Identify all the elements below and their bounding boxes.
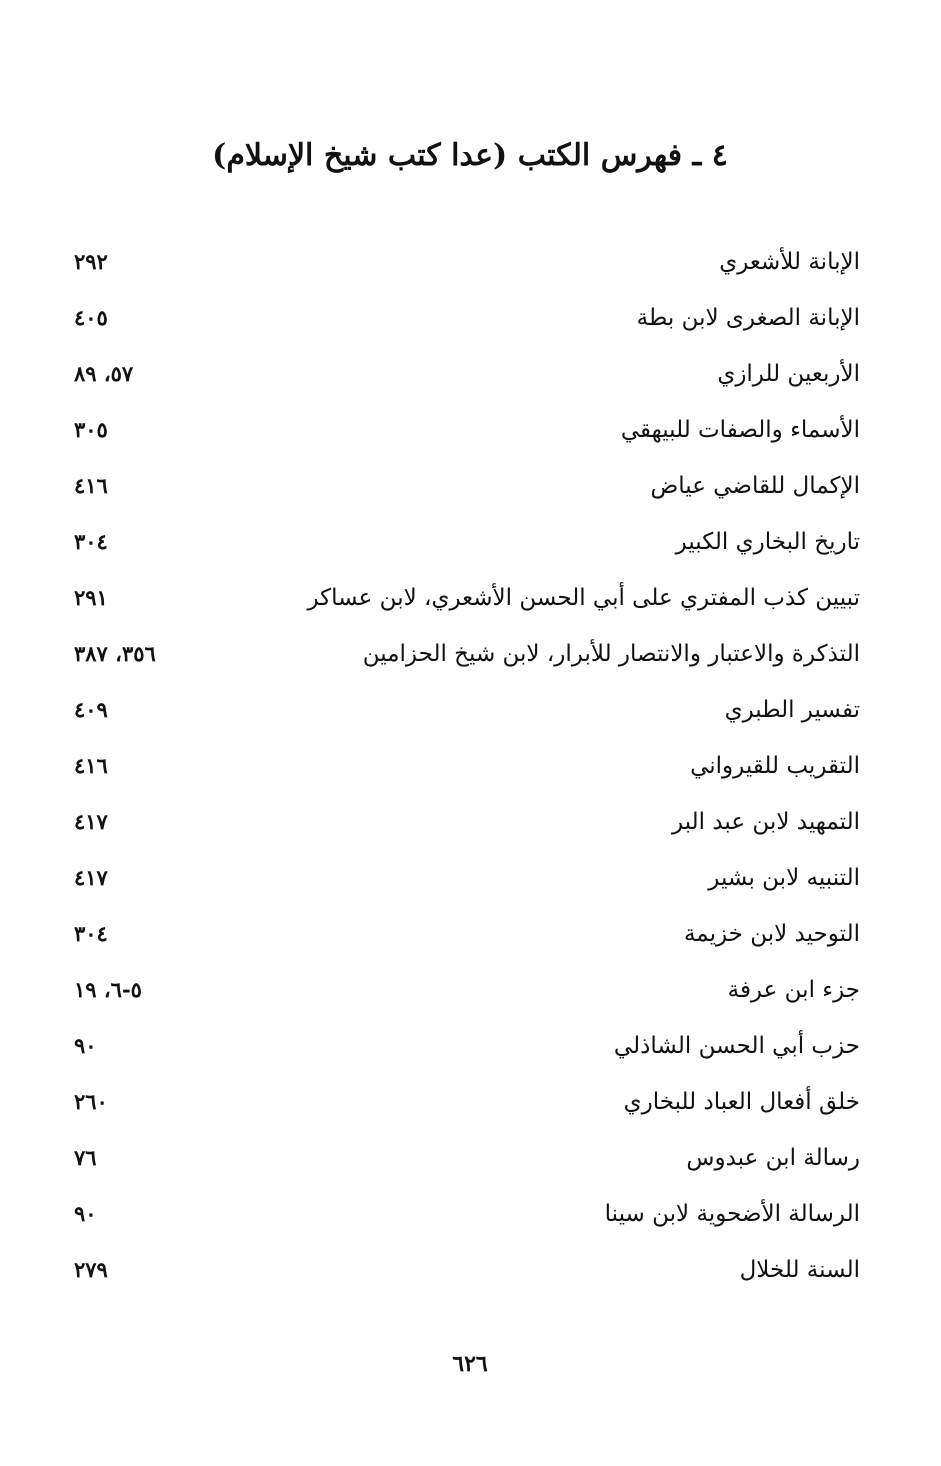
page-references: ٤١٦ [74, 753, 108, 778]
page-references: ٩٠ [74, 1201, 97, 1226]
book-index-list [60, 236, 860, 1300]
page-references: ٢٧٩ [74, 1257, 108, 1282]
index-entry [60, 1020, 860, 1076]
page-references: ٤١٧ [74, 865, 108, 890]
index-title: ٤ ـ فهرس الكتب (عدا كتب شيخ الإسلام) [212, 138, 728, 173]
book-name: تفسير الطبري [724, 697, 860, 723]
page-references: ٤٠٩ [74, 697, 108, 722]
index-entry [60, 348, 860, 404]
page-references: ٢٩١ [74, 585, 108, 610]
book-name: حزب أبي الحسن الشاذلي [613, 1033, 860, 1059]
book-name: التذكرة والاعتبار والانتصار للأبرار، لابن شيخ الحزامين [362, 641, 860, 667]
index-entry [60, 292, 860, 348]
page-references: ٢٦٠ [74, 1089, 108, 1114]
index-entry [60, 628, 860, 684]
index-entry [60, 516, 860, 572]
index-entry [60, 460, 860, 516]
page-references: ٥-٦، ١٩ [74, 977, 142, 1002]
index-entry [60, 572, 860, 628]
page-references: ٣٥٦، ٣٨٧ [74, 641, 156, 666]
book-name: التوحيد لابن خزيمة [683, 921, 860, 947]
book-name: الرسالة الأضحوية لابن سينا [604, 1201, 860, 1227]
page-references: ٢٩٢ [74, 249, 108, 274]
page-references: ٣٠٤ [74, 529, 108, 554]
page-references: ٤٠٥ [74, 305, 108, 330]
book-name: الإكمال للقاضي عياض [650, 473, 860, 499]
book-name: خلق أفعال العباد للبخاري [623, 1089, 860, 1115]
index-entry [60, 796, 860, 852]
index-entry [60, 908, 860, 964]
page-number: ٦٢٦ [452, 1351, 488, 1377]
book-name: رسالة ابن عبدوس [686, 1145, 860, 1171]
index-entry [60, 684, 860, 740]
page-references: ٤١٧ [74, 809, 108, 834]
book-name: التقريب للقيرواني [690, 753, 860, 779]
book-name: التمهيد لابن عبد البر [672, 809, 860, 835]
book-name: الإبانة الصغرى لابن بطة [636, 305, 860, 331]
index-entry [60, 1076, 860, 1132]
book-name: التنبيه لابن بشير [708, 865, 860, 891]
book-name: السنة للخلال [739, 1257, 860, 1283]
index-entry [60, 964, 860, 1020]
book-name: الإبانة للأشعري [719, 249, 860, 275]
page-references: ٩٠ [74, 1033, 97, 1058]
page-references: ٣٠٤ [74, 921, 108, 946]
index-entry [60, 1244, 860, 1300]
index-entry [60, 1132, 860, 1188]
page-references: ٣٠٥ [74, 417, 108, 442]
book-name: تبيين كذب المفتري على أبي الحسن الأشعري، لابن عساكر [307, 585, 860, 611]
page-references: ٤١٦ [74, 473, 108, 498]
page-references: ٥٧، ٨٩ [74, 361, 134, 386]
index-entry [60, 236, 860, 292]
index-entry [60, 852, 860, 908]
book-name: الأربعين للرازي [717, 361, 860, 387]
book-name: الأسماء والصفات للبيهقي [620, 417, 860, 443]
index-entry [60, 404, 860, 460]
index-entry [60, 740, 860, 796]
page-references: ٧٦ [74, 1145, 97, 1170]
book-name: تاريخ البخاري الكبير [675, 529, 860, 555]
book-name: جزء ابن عرفة [727, 977, 860, 1003]
index-entry [60, 1188, 860, 1244]
